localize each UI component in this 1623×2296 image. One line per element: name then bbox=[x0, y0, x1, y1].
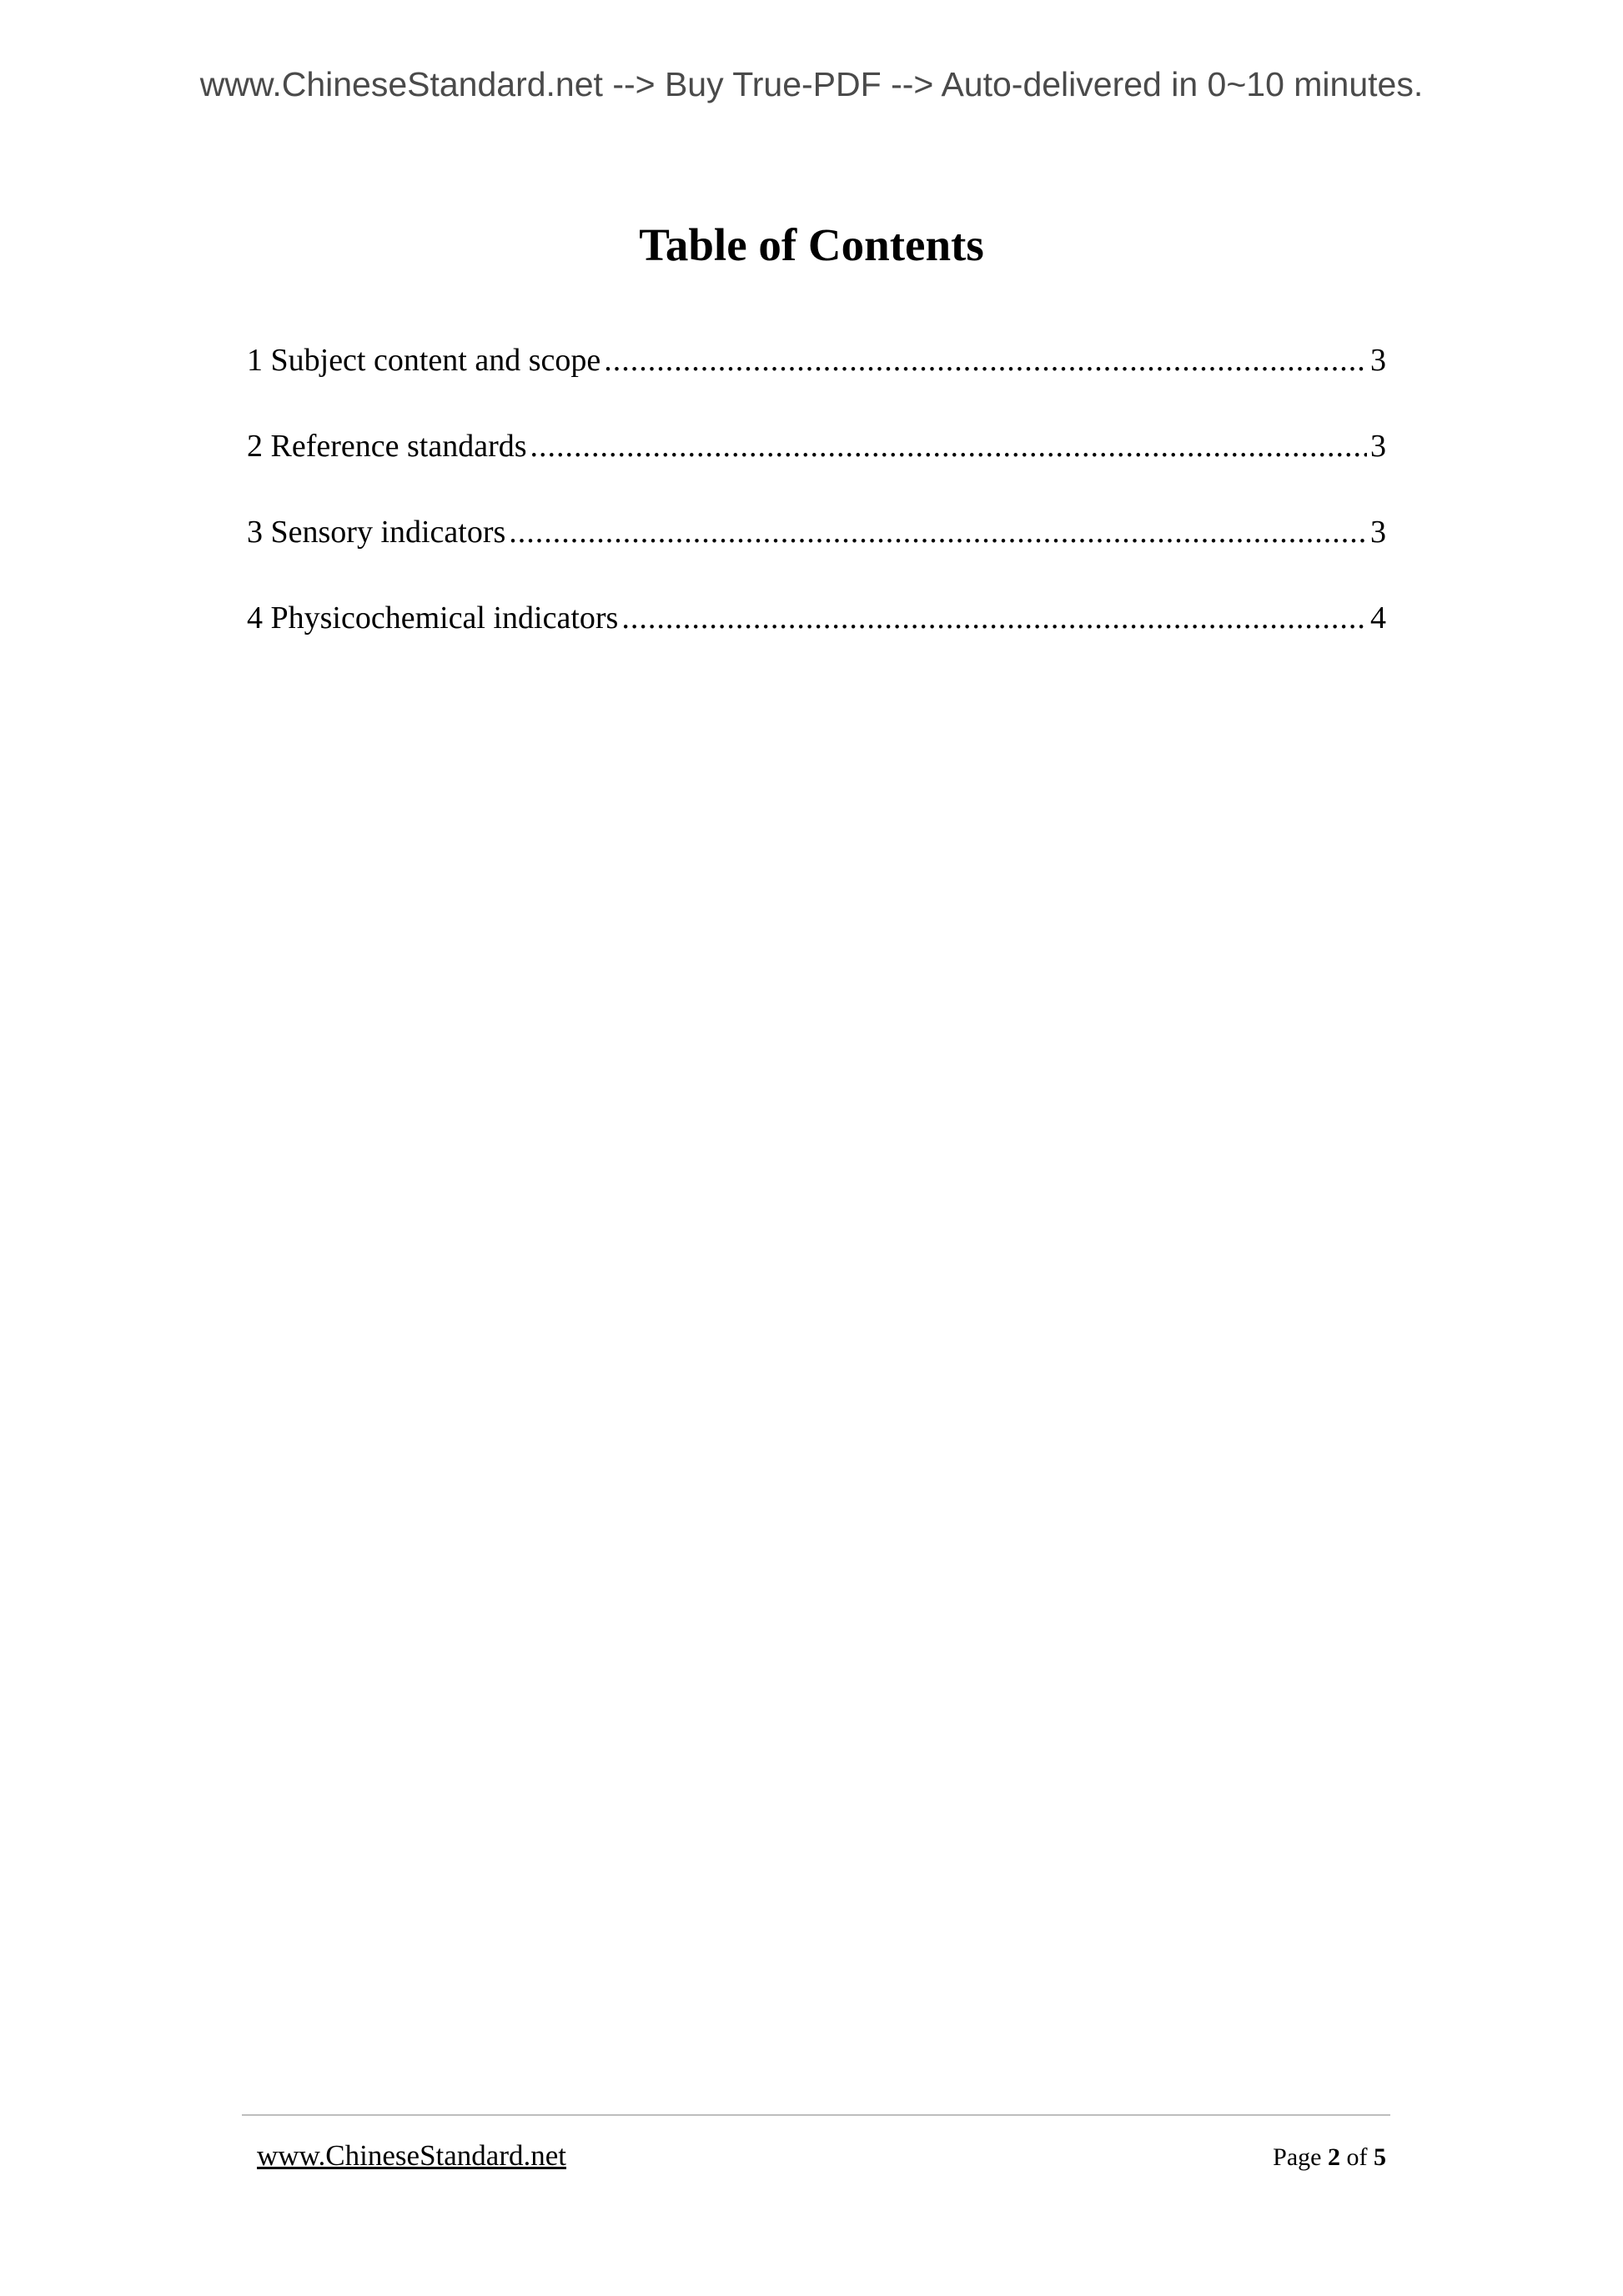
toc-entry-label: 4 Physicochemical indicators bbox=[247, 600, 619, 636]
toc-entry-page-number: 3 bbox=[1370, 343, 1386, 378]
footer-divider bbox=[242, 2114, 1390, 2116]
footer-website-link[interactable]: www.ChineseStandard.net bbox=[257, 2139, 566, 2172]
top-banner[interactable]: www.ChineseStandard.net --> Buy True-PDF --> Auto-delivered in 0~10 minutes. bbox=[199, 65, 1424, 103]
toc-entry-page-number: 3 bbox=[1370, 515, 1386, 550]
toc-dot-leader bbox=[621, 600, 1367, 636]
toc-entry-page-number: 4 bbox=[1370, 600, 1386, 636]
toc-entry-label: 2 Reference standards bbox=[247, 429, 527, 464]
footer-of-word: of bbox=[1346, 2143, 1368, 2171]
toc-entry-sensory-indicators[interactable] bbox=[247, 514, 1386, 600]
toc-entry-label: 3 Sensory indicators bbox=[247, 515, 506, 550]
toc-entry-label: 1 Subject content and scope bbox=[247, 343, 601, 378]
toc-dot-leader bbox=[604, 342, 1367, 379]
toc-entry-reference-standards[interactable] bbox=[247, 428, 1386, 514]
toc-entry-subject-content-and-scope[interactable] bbox=[247, 342, 1386, 428]
toc-entry-physicochemical-indicators[interactable] bbox=[247, 600, 1386, 686]
toc-entry-page-number: 3 bbox=[1370, 429, 1386, 464]
toc-dot-leader bbox=[509, 514, 1367, 550]
footer-current-page: 2 bbox=[1328, 2143, 1340, 2171]
toc-list bbox=[247, 342, 1386, 686]
footer-total-pages: 5 bbox=[1374, 2143, 1386, 2171]
footer-page-indicator bbox=[1273, 2143, 1386, 2172]
footer-page-word: Page bbox=[1273, 2143, 1322, 2171]
toc-title: Table of Contents bbox=[639, 219, 984, 270]
toc-dot-leader bbox=[530, 428, 1367, 465]
